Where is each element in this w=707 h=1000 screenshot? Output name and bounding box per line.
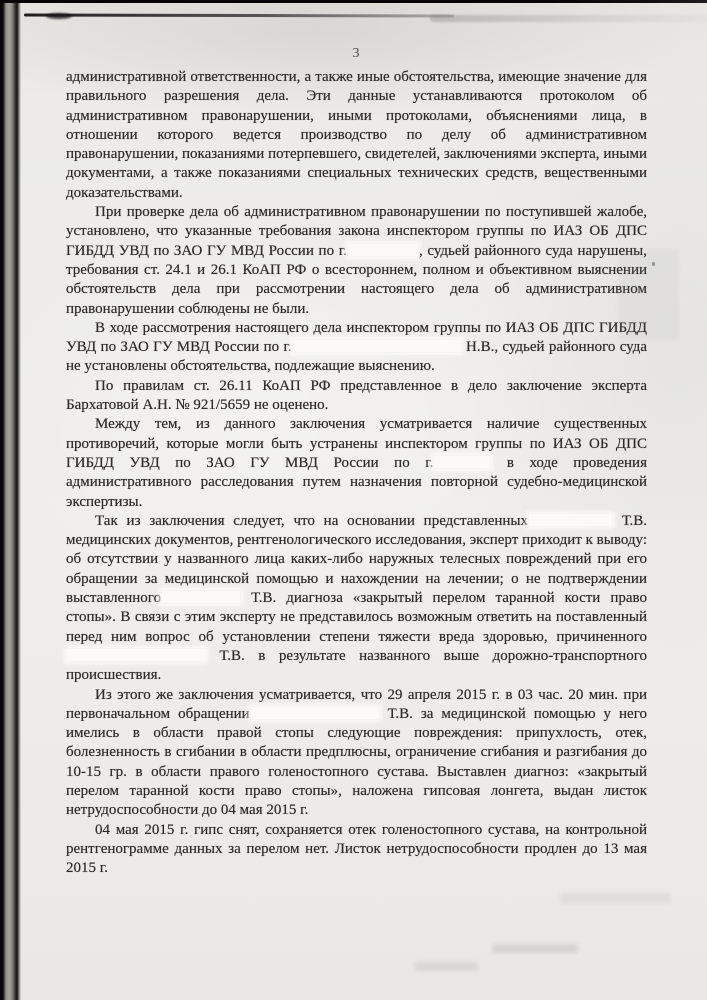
redaction-box xyxy=(347,243,419,257)
bleed-through-artifact xyxy=(414,962,478,971)
page-edge-streak-fade xyxy=(430,15,707,22)
page-edge-streak xyxy=(24,13,454,17)
bleed-through-artifact xyxy=(618,250,678,340)
redaction-box xyxy=(66,648,206,662)
redaction-box xyxy=(433,455,491,469)
paragraph: Между тем, из данного заключения усматривается наличие существенных противоречий, которые могли быть устранены инспектором группы по ИАЗ ОБ ДПС ГИБДД УВД по ЗАО ГУ МВД России по г. в ходе проведения административного расследования путем назначения повторной судебно-медицинской экспертизы. xyxy=(66,416,647,510)
paragraph: 04 мая 2015 г. гипс снят, сохраняется отек голеностопного сустава, на контрольной рентгенограмме данных за перелом нет. Листок нетрудоспособности продлен до 13 мая 2015 г. xyxy=(66,821,647,877)
redaction-box xyxy=(250,706,380,720)
redaction-box xyxy=(161,590,241,604)
paragraph: При проверке дела об административном правонарушении по поступившей жалобе, установлено, что указанные требования закона инспектором группы по ИАЗ ОБ ДПС ГИБДД УВД по ЗАО ГУ МВД России по г. , судьей районного суда нарушены, требования ст. 24.1 и 26.1 КоАП РФ о всестороннем, полном и объективном выяснении обстоятельств дела при рассмотрении настоящего дела об административном правонарушении соблюдены не были. xyxy=(66,204,647,317)
scan-smudge xyxy=(46,13,72,19)
paragraph: административной ответственности, а также иные обстоятельства, имеющие значение для правильного разрешения дела. Эти данные устанавливаются протоколом об административном правонарушении, иными протоколами, объяснениями лица, в отношении которого ведется производство по делу об административном правонарушении, показаниями потерпевшего, свидетелей, заключениями эксперта, иными документами, а также показаниями специальных технических средств, вещественными доказательствами. xyxy=(66,69,647,201)
paragraph: По правилам ст. 26.11 КоАП РФ представленное в дело заключение эксперта Бархатовой А.Н. № 921/5659 не оценено. xyxy=(66,377,647,414)
page-number: 3 xyxy=(352,46,361,61)
bleed-through-artifact xyxy=(560,893,670,903)
paragraph: В ходе рассмотрения настоящего дела инспектором группы по ИАЗ ОБ ДПС ГИБДД УВД по ЗАО ГУ МВД России по г. Н.В., судьей районного суда не установлены обстоятельства, подлежащие выяснению. xyxy=(66,319,647,375)
scan-speck xyxy=(652,262,655,266)
bleed-through-artifact xyxy=(492,944,578,953)
scan-edge-left xyxy=(0,0,21,1000)
scan-edge-top xyxy=(0,0,707,3)
document-text xyxy=(66,68,647,878)
paragraph: Из этого же заключения усматривается, что 29 апреля 2015 г. в 03 час. 20 мин. при первоначальном обращении Т.В. за медицинской помощью у него имелись в области правой стопы следующие повреждения: припухлость, отек, болезненность в сгибании в области предплюсны, ограничение сгибания и разгибания до 10-15 гр. в области правого голеностопного сустава. Выставлен диагноз: «закрытый перелом таранной кости право стопы», наложена гипсовая лонгета, выдан листок нетрудоспособности до 04 мая 2015 г. xyxy=(66,686,647,819)
redaction-box xyxy=(528,513,613,527)
paragraph: Так из заключения следует, что на основании представленных Т.В. медицинских документов, рентгенологического исследования, эксперт приходит к выводу: об отсутствии у названного лица каких-либо наружных телесных повреждений при его обращении за медицинской помощью и нахождении на лечении; о не подтверждении выставленного Т.В. диагноза «закрытый перелом таранной кости право стопы». В связи с этим эксперту не представилось возможным ответить на поставленный перед ним вопрос об установлении степени тяжести вреда здоровью, причиненного Т.В. в результате названного выше дорожно-транспортного происшествия. xyxy=(66,512,647,684)
redaction-box xyxy=(292,339,462,353)
